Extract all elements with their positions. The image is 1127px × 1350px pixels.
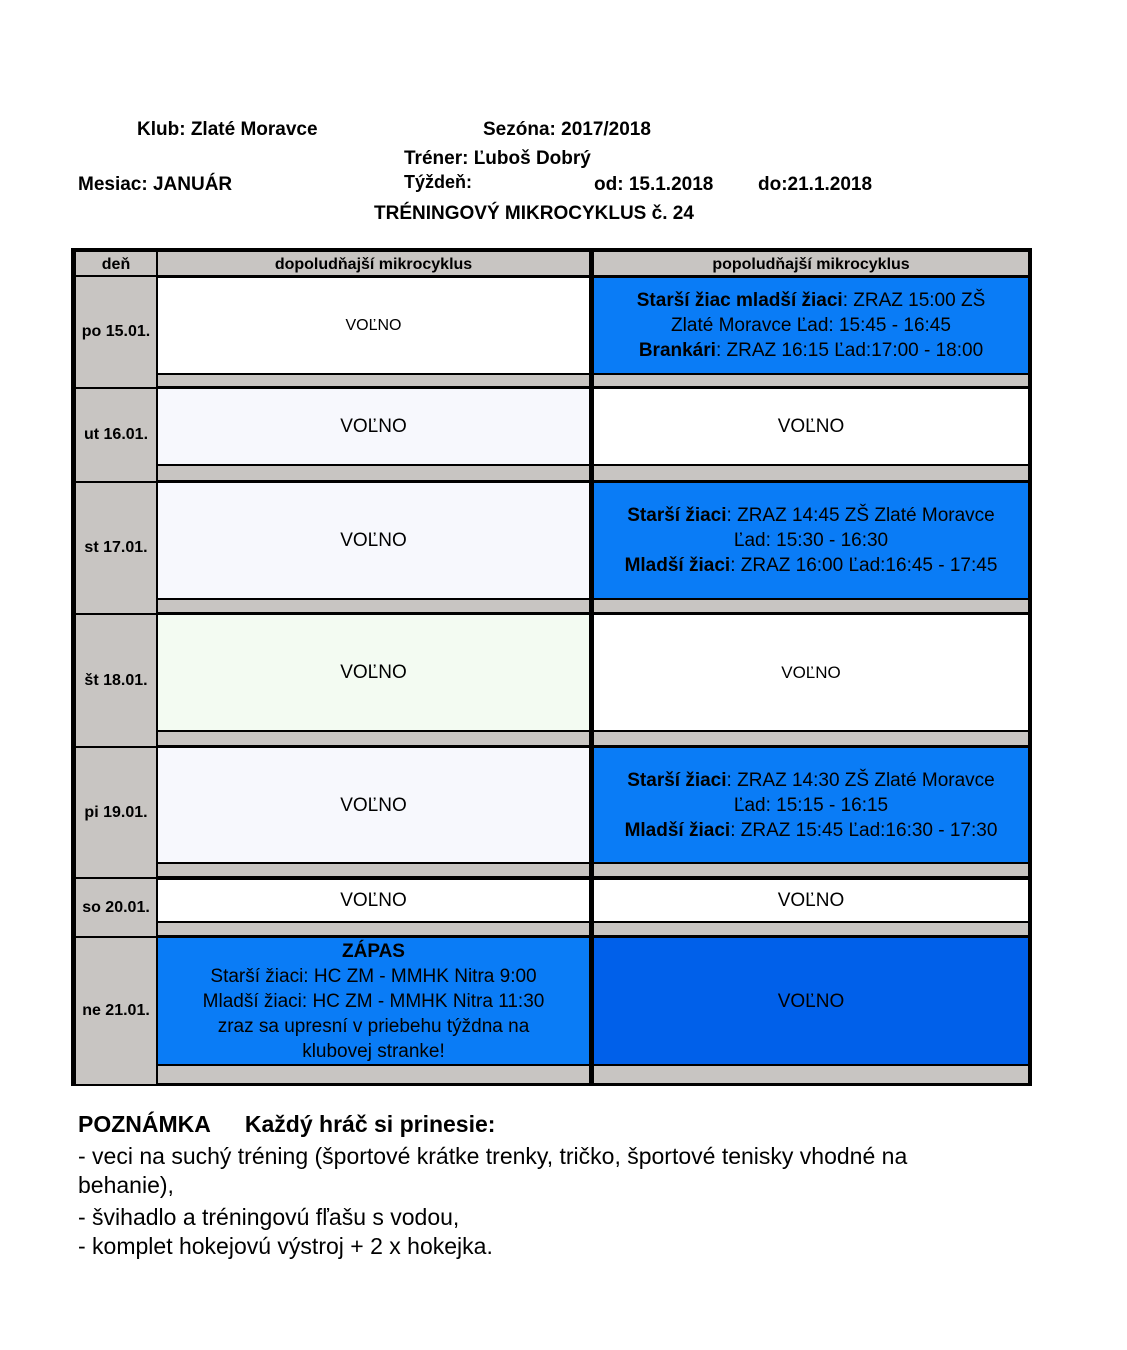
afternoon-cell: VOĽNO (594, 880, 1028, 921)
afternoon-cell: VOĽNO (594, 938, 1028, 1064)
row-strip (158, 732, 589, 745)
note-line: - veci na suchý tréning (športové krátke trenky, tričko, športové tenisky vhodné na (78, 1143, 908, 1169)
schedule-text: : ZRAZ 14:30 ZŠ Zlaté Moravce (726, 769, 995, 791)
col-header-afternoon: popoludňajší mikrocyklus (594, 252, 1028, 275)
day-cell: st 17.01. (76, 483, 156, 613)
group-label: Starší žiac mladší žiaci (636, 290, 843, 311)
schedule-text: klubovej stranke! (302, 1040, 445, 1062)
afternoon-cell (594, 483, 1028, 598)
schedule-text: : ZRAZ 16:00 Ľad:16:45 - 17:45 (730, 555, 998, 576)
schedule-table (71, 248, 1032, 1086)
club-label: Klub: Zlaté Moravce (137, 119, 318, 140)
week-to: do:21.1.2018 (758, 174, 873, 195)
group-label: Brankári (638, 340, 716, 361)
row-strip (158, 1066, 589, 1083)
morning-cell (158, 938, 589, 1064)
col-header-day: deň (76, 252, 156, 275)
afternoon-cell: VOĽNO (594, 389, 1028, 464)
row-strip (594, 923, 1028, 935)
schedule-text: Ľad: 15:15 - 16:15 (733, 794, 889, 816)
schedule-text: Starší žiaci: HC ZM - MMHK Nitra 9:00 (210, 965, 537, 987)
row-strip (594, 1066, 1028, 1083)
week-label: Týždeň: (404, 172, 473, 192)
note-heading (78, 1110, 495, 1139)
row-strip (158, 864, 589, 876)
season-label: Sezóna: 2017/2018 (483, 119, 651, 140)
afternoon-cell (594, 748, 1028, 862)
schedule-text: Mladší žiaci: HC ZM - MMHK Nitra 11:30 (202, 990, 545, 1012)
page-title: TRÉNINGOVÝ MIKROCYKLUS č. 24 (374, 203, 694, 224)
morning-cell: VOĽNO (158, 880, 589, 921)
morning-cell: VOĽNO (158, 278, 589, 373)
row-strip (158, 375, 589, 386)
morning-cell: VOĽNO (158, 748, 589, 862)
schedule-text: : ZRAZ 15:00 ZŠ (842, 290, 986, 311)
morning-cell: VOĽNO (158, 483, 589, 598)
row-strip (594, 600, 1028, 612)
row-strip (594, 375, 1028, 386)
row-strip (594, 864, 1028, 876)
coach-label: Tréner: Ľuboš Dobrý (404, 148, 591, 169)
group-label: Mladší žiaci (624, 819, 731, 841)
row-strip (158, 923, 589, 935)
day-cell: po 15.01. (76, 277, 156, 387)
row-strip (158, 466, 589, 480)
afternoon-cell (594, 278, 1028, 373)
morning-cell: VOĽNO (158, 389, 589, 464)
row-strip (594, 732, 1028, 745)
note-label: POZNÁMKA (78, 1111, 211, 1137)
note-line: behanie), (78, 1172, 174, 1198)
schedule-text: Ľad: 15:30 - 16:30 (733, 530, 889, 551)
day-cell: so 20.01. (76, 879, 156, 936)
note-line: - komplet hokejovú výstroj + 2 x hokejka. (78, 1233, 493, 1259)
morning-cell: VOĽNO (158, 615, 589, 730)
note-line: - švihadlo a tréningovú fľašu s vodou, (78, 1204, 460, 1230)
afternoon-cell: VOĽNO (594, 615, 1028, 730)
day-cell: št 18.01. (76, 615, 156, 746)
row-strip (158, 600, 589, 612)
group-label: Starší žiaci (627, 505, 727, 526)
schedule-text: : ZRAZ 16:15 Ľad:17:00 - 18:00 (715, 340, 984, 361)
row-strip (594, 466, 1028, 480)
schedule-text: zraz sa upresní v priebehu týždna na (217, 1015, 530, 1037)
match-title: ZÁPAS (342, 940, 405, 962)
month-label: Mesiac: JANUÁR (78, 174, 233, 195)
week-from: od: 15.1.2018 (594, 174, 714, 195)
col-header-morning: dopoludňajší mikrocyklus (158, 252, 589, 275)
schedule-text: : ZRAZ 14:45 ZŠ Zlaté Moravce (726, 505, 995, 526)
day-cell: ut 16.01. (76, 389, 156, 481)
day-cell: ne 21.01. (76, 938, 156, 1084)
note-title: Každý hráč si prinesie: (244, 1111, 496, 1137)
schedule-text: Zlaté Moravce Ľad: 15:45 - 16:45 (671, 315, 951, 336)
group-label: Mladší žiaci (624, 555, 731, 576)
group-label: Starší žiaci (627, 769, 727, 791)
schedule-text: : ZRAZ 15:45 Ľad:16:30 - 17:30 (730, 819, 998, 841)
day-cell: pi 19.01. (76, 748, 156, 877)
